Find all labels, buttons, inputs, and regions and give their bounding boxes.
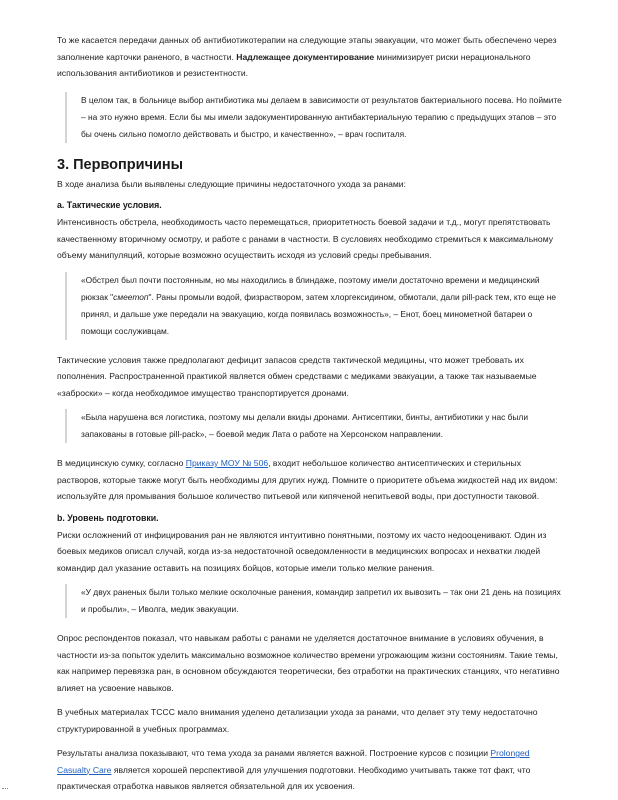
page-edge-mark [2,788,8,791]
quote-part: ". Раны промыли водой, физраствором, затем хлоргексидином, обмотали, дали pill-pack тем, кто еще не принял, и дальше уже передали на эвакуацию, когда появилась возможность», – Енот, боец минометной батареи о помощи сослуживцам. [81,291,557,336]
paragraph-supplies: Тактические условия также предполагают дефицит запасов средств тактической медицины, что может требовать их пополнения. Распространенной практикой является обмен средствами с медиками эвакуации, а также так называемые «заброски» – когда необходимое имущество транспортируется дронами. [57,354,537,398]
paragraph-survey: Опрос респондентов показал, что навыкам работы с ранами не уделяется достаточное внимание в условиях обучения, в частности из-за попыток уделить максимально возможное количество времени угрожающим жизни состояниям. Такие темы, как например перевязка ран, в основном обсуждаются теоретически, без отработки на практических станциях, что негативно влияет на усвоение навыков. [57,633,560,693]
subsection-heading-b [57,513,563,523]
section-intro: В ходе анализа были выявлены следующие причины недостаточного ухода за ранами: [57,178,406,189]
quote-text: «У двух раненых были только мелкие осколочные ранения, командир запретил их вывозить – так они 21 день на позициях и пробыли», – Иволга, медик эвакуации. [81,587,561,614]
document-page [57,32,563,795]
blockquote-hospital-doctor [65,92,563,143]
blockquote-ivolga [65,584,563,618]
subsection-marker: a. [57,200,65,210]
paragraph-documentation [57,32,563,82]
section-heading: 3. Первопричины [57,156,184,173]
subsection-marker: b. [57,512,65,523]
quote-text: «Была нарушена вся логистика, поэтому мы делали вкиды дронами. Антисептики, бинты, антибиотики у нас были запакованы в готовые pill-pack», – боевой медик Лата о работе на Херсонском направлении. [81,412,529,439]
paragraph-medical-bag [57,455,563,505]
paragraph-text: минимизирует риски нерационального использования антибиотиков и резистентности. [57,51,531,78]
paragraph-tccc: В учебных материалах ТССС мало внимания уделено детализации ухода за ранами, что делает эту тему недостаточно структурированной в учебных программах. [57,707,538,734]
subsection-title: Тактические условия. [66,200,162,210]
bold-phrase: Надлежащее документирование [236,51,375,62]
prolonged-casualty-care-link[interactable]: Prolonged Casualty Care [57,748,530,775]
quote-italic-word: смеетоп [113,291,149,302]
paragraph-text: В медицинскую сумку, согласно [57,458,186,468]
subsection-heading-a [57,200,563,210]
order-506-link[interactable]: Приказу МОУ № 506 [185,458,269,468]
paragraph-text: То же касается передачи данных об антибиотикотерапии на следующие этапы эвакуации, что может быть обеспечено через заполнение карточки раненого, в частности. [57,35,557,62]
quote-text [81,272,563,340]
paragraph-training-risks: Риски осложнений от инфицирования ран не являются интуитивно понятными, поэтому их часто недооценивают. Один из боевых медиков описал случай, когда из-за недостаточной осведомленности в медицинских вопросах и нехватки людей командир дал указание оставить на позициях бойцов, которые имели только мелкие ранения. [57,529,547,573]
paragraph-text: является хорошей перспективой для улучшения подготовки. Необходимо учитывать также тот факт, что практическая отработка навыков является обязательной для их усвоения. [57,764,531,791]
subsection-title: Уровень подготовки. [67,512,159,523]
paragraph-results [57,745,563,795]
quote-text: В целом так, в больнице выбор антибиотика мы делаем в зависимости от результатов бактериального посева. Но поймите – на это нужно время. Если бы мы имели задокументированную антибактериальную терапию с предыдущих этапов – это бы очень сильно помогло действовать и быстро, и качественно», – врач госпиталя. [81,94,562,139]
blockquote-enot [65,272,563,340]
blockquote-lata [65,409,563,443]
paragraph-text: , входит небольшое количество антисептических и стерильных растворов, которые также могут быть необходимы для других нужд. Помните о приоритете объема жидкостей над их видом: используйте для промывания большое количество питьевой или кипяченой непитьевой воды, при доступности таковой. [57,458,558,501]
quote-part: «Обстрел был почти постоянным, но мы находились в блиндаже, поэтому имели достаточно времени и медицинский рюкзак " [81,274,540,302]
paragraph-tactical: Интенсивность обстрела, необходимость часто перемещаться, приоритетность боевой задачи и т.д., могут препятствовать качественному вторичному осмотру, и работе с ранами в частности. В сусловиях необходимо стремиться к максимальному объему манипуляций, которые возможно осуществить исходя из условий среды пребывания. [57,217,553,260]
paragraph-text: Результаты анализа показывают, что тема ухода за ранами является важной. Построение курсов с позиции [57,748,491,758]
